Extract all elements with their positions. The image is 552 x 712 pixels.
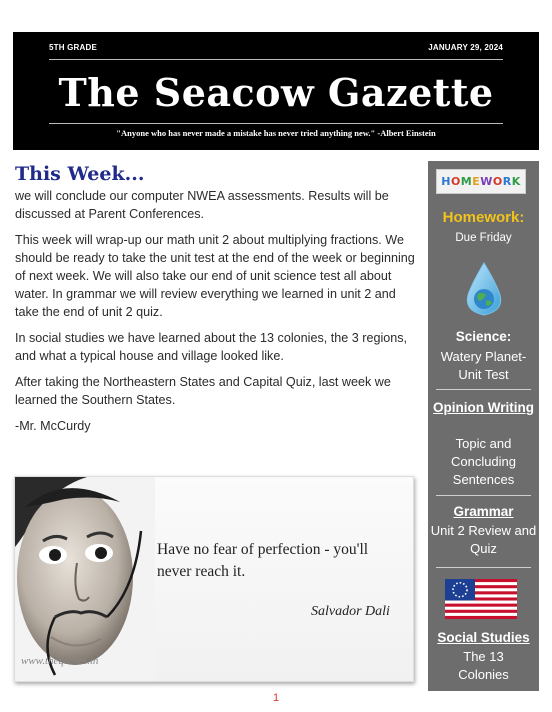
homework-due: Due Friday	[455, 232, 512, 244]
grammar-title: Grammar	[453, 504, 514, 519]
paragraph-states-quiz: After taking the Northeastern States and Capital Quiz, last week we learned the Southern States.	[15, 375, 391, 407]
this-week-heading: This Week...	[15, 163, 145, 185]
science-text: Watery Planet- Unit Test	[440, 349, 527, 382]
quote-watermark: www.thequotes.in	[21, 655, 99, 667]
page-number: 1	[272, 692, 280, 704]
homework-sidebar	[428, 161, 539, 691]
masthead-divider-top	[49, 59, 503, 60]
paragraph-nwea: we will conclude our computer NWEA assessments. Results will be discussed at Parent Conferences.	[15, 189, 389, 221]
homework-title: Homework:	[442, 209, 525, 226]
portrait-image	[15, 477, 155, 682]
american-flag-icon	[445, 579, 517, 619]
grammar-text: Unit 2 Review and Quiz	[430, 523, 537, 556]
masthead	[13, 32, 539, 150]
quote-image	[14, 476, 414, 682]
paragraph-social-studies: In social studies we have learned about the 13 colonies, the 3 regions, and what a typical house and village looked like.	[15, 331, 408, 363]
issue-date: JANUARY 29, 2024	[428, 43, 503, 52]
quote-author: Salvador Dali	[311, 604, 390, 619]
masthead-top-line	[49, 43, 503, 55]
opinion-writing-title: Opinion Writing	[433, 400, 534, 415]
opinion-writing-text: Topic and Concluding Sentences	[450, 436, 517, 487]
sidebar-divider	[436, 495, 531, 496]
grade-label: 5TH GRADE	[49, 43, 98, 52]
homework-badge-icon: HOMEWORK	[436, 169, 526, 194]
paragraph-math: This week will wrap-up our math unit 2 about multiplying fractions. We should be ready to take the unit test at the end of the week or beginning of next week. We will also take our end of unit science test all about water. In grammar we will review everything we learned in unit 2 and take the end of unit 2 quiz.	[15, 233, 415, 319]
main-column	[15, 161, 417, 443]
science-title: Science:	[455, 329, 512, 344]
social-studies-title: Social Studies	[437, 630, 530, 645]
masthead-divider-bottom	[49, 123, 503, 124]
sidebar-divider	[436, 567, 531, 568]
social-studies-text: The 13 Colonies	[458, 649, 509, 682]
signature: -Mr. McCurdy	[15, 419, 91, 433]
quote-text: Have no fear of perfection - you'll never reach it.	[157, 541, 369, 580]
newsletter-title: The Seacow Gazette	[58, 70, 494, 115]
sidebar-divider	[436, 389, 531, 390]
water-drop-earth-icon	[464, 261, 504, 317]
masthead-quote: "Anyone who has never made a mistake has never tried anything new." -Albert Einstein	[116, 128, 436, 138]
